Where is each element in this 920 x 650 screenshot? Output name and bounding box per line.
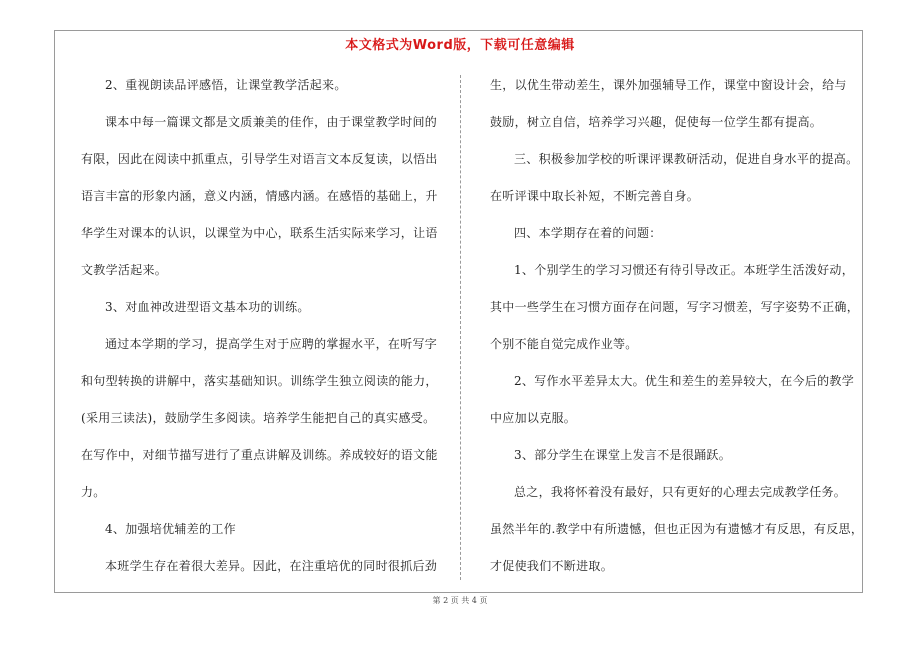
paragraph-line: 鼓励，树立自信，培养学习兴趣，促使每一位学生都有提高。 xyxy=(490,115,823,129)
paragraph-line: 三、积极参加学校的听课评课教研活动，促进自身水平的提高。 xyxy=(514,152,859,166)
paragraph-line: 语言丰富的形象内涵，意义内涵，情感内涵。在感悟的基础上，升 xyxy=(81,189,438,203)
paragraph-line: 1、个别学生的学习习惯还有待引导改正。本班学生活泼好动， xyxy=(514,263,855,277)
paragraph-line: 2、写作水平差异太大。优生和差生的差异较大，在今后的教学 xyxy=(514,374,855,388)
paragraph-line: 在写作中，对细节描写进行了重点讲解及训练。养成较好的语文能 xyxy=(81,448,438,462)
paragraph-line: 文教学活起来。 xyxy=(81,263,168,277)
paragraph-line: 3、对血神改进型语文基本功的训练。 xyxy=(105,300,310,314)
paragraph-line: 力。 xyxy=(81,485,106,499)
paragraph-line: 在听评课中取长补短，不断完善自身。 xyxy=(490,189,700,203)
page-number: 第 2 页 共 4 页 xyxy=(432,596,488,605)
paragraph-line: 个别不能自觉完成作业等。 xyxy=(490,337,638,351)
paragraph-line: 华学生对课本的认识，以课堂为中心，联系生活实际来学习，让语 xyxy=(81,226,438,240)
format-banner: 本文格式为Word版，下载可任意编辑 xyxy=(345,38,575,53)
paragraph-line: 2、重视朗读品评感悟，让课堂教学活起来。 xyxy=(105,78,347,92)
paragraph-line: 总之，我将怀着没有最好，只有更好的心理去完成教学任务。 xyxy=(514,485,847,499)
paragraph-line: 才促使我们不断进取。 xyxy=(490,559,614,573)
paragraph-line: 虽然半年的.教学中有所遗憾，但也正因为有遗憾才有反思，有反思， xyxy=(490,522,864,536)
paragraph-line: 3、部分学生在课堂上发言不是很踊跃。 xyxy=(514,448,732,462)
paragraph-line: 生，以优生带动差生，课外加强辅导工作，课堂中窗设计会，给与 xyxy=(490,78,847,92)
paragraph-line: 4、加强培优辅差的工作 xyxy=(105,522,236,536)
paragraph-line: (采用三读法)，鼓励学生多阅读。培养学生能把自己的真实感受。 xyxy=(81,411,436,425)
paragraph-line: 和句型转换的讲解中，落实基础知识。训练学生独立阅读的能力， xyxy=(81,374,438,388)
column-divider xyxy=(460,75,461,580)
paragraph-line: 中应加以克服。 xyxy=(490,411,577,425)
paragraph-line: 有限，因此在阅读中抓重点，引导学生对语言文本反复读，以悟出 xyxy=(81,152,438,166)
paragraph-line: 课本中每一篇课文都是文质兼美的佳作，由于课堂教学时间的 xyxy=(105,115,438,129)
paragraph-line: 其中一些学生在习惯方面存在问题，写字习惯差，写字姿势不正确， xyxy=(490,300,860,314)
paragraph-line: 本班学生存在着很大差异。因此，在注重培优的同时很抓后劲 xyxy=(105,559,438,573)
paragraph-line: 通过本学期的学习，提高学生对于应聘的掌握水平，在听写字 xyxy=(105,337,438,351)
paragraph-line: 四、本学期存在着的问题： xyxy=(514,226,662,240)
